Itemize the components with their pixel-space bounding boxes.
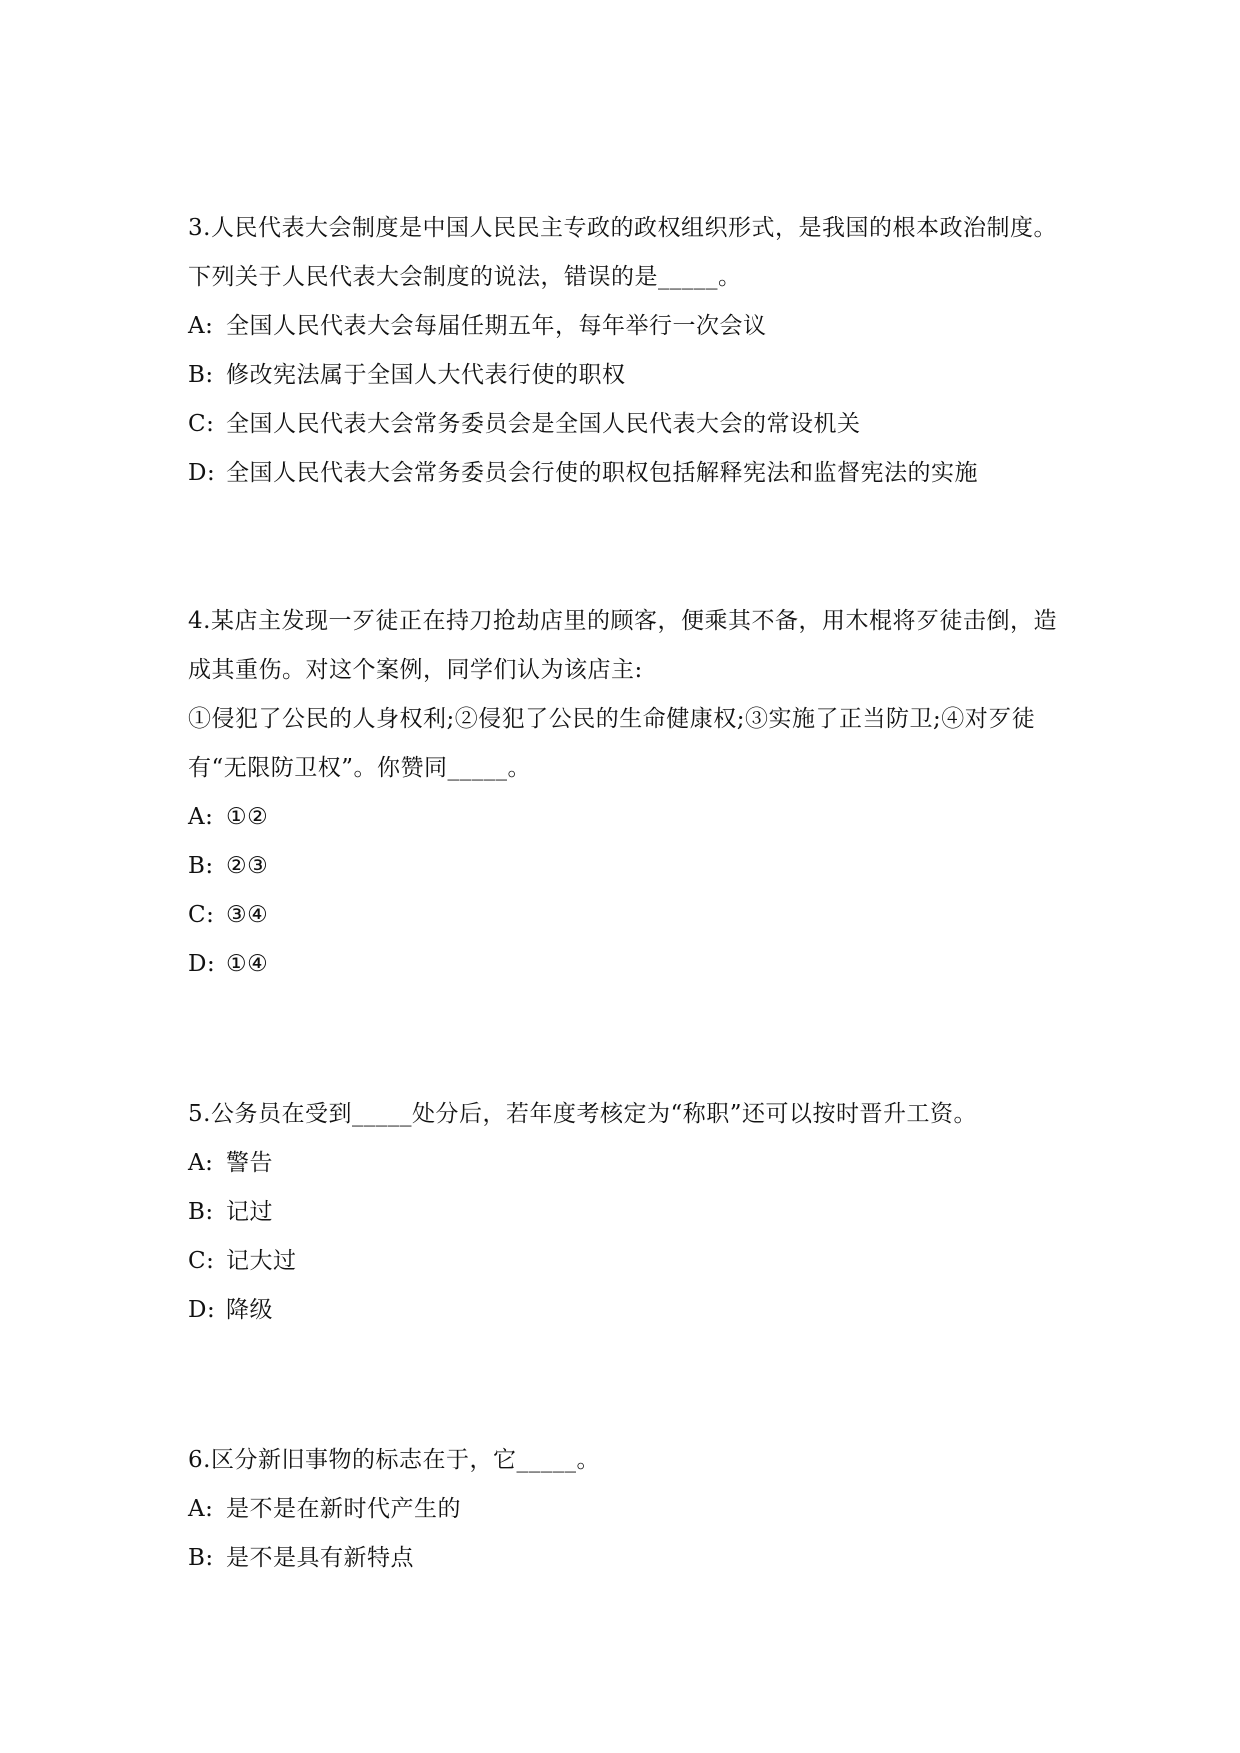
option-text: ③④ bbox=[226, 902, 269, 928]
option-key: C: bbox=[188, 411, 215, 437]
option-text: 全国人民代表大会每届任期五年，每年举行一次会议 bbox=[226, 313, 767, 339]
option-text: 全国人民代表大会常务委员会行使的职权包括解释宪法和监督宪法的实施 bbox=[226, 460, 978, 486]
option-c bbox=[188, 400, 1068, 449]
option-list bbox=[188, 793, 1068, 989]
option-a bbox=[188, 793, 1068, 842]
question-stem: 5.公务员在受到_____处分后，若年度考核定为“称职”还可以按时晋升工资。 bbox=[188, 1101, 977, 1127]
question-stem: 6.区分新旧事物的标志在于，它_____。 bbox=[188, 1447, 600, 1473]
option-b bbox=[188, 351, 1068, 400]
option-b bbox=[188, 1188, 1068, 1237]
option-key: B: bbox=[188, 362, 214, 388]
option-text: 全国人民代表大会常务委员会是全国人民代表大会的常设机关 bbox=[226, 411, 861, 437]
option-text: 降级 bbox=[226, 1297, 273, 1323]
option-key: A: bbox=[188, 804, 214, 830]
question-3 bbox=[188, 204, 1068, 498]
option-key: A: bbox=[188, 1496, 214, 1522]
question-stem: 3.人民代表大会制度是中国人民民主专政的政权组织形式，是我国的根本政治制度。下列关于人民代表大会制度的说法，错误的是_____。 bbox=[188, 215, 1057, 290]
option-d bbox=[188, 1286, 1068, 1335]
question-stem-continued: ①侵犯了公民的人身权利;②侵犯了公民的生命健康权;③实施了正当防卫;④对歹徒有“无限防卫权”。你赞同_____。 bbox=[188, 706, 1036, 781]
option-key: B: bbox=[188, 1545, 214, 1571]
option-text: ②③ bbox=[226, 853, 269, 879]
option-a bbox=[188, 1485, 1068, 1534]
option-key: D: bbox=[188, 951, 216, 977]
question-stem: 4.某店主发现一歹徒正在持刀抢劫店里的顾客，便乘其不备，用木棍将歹徒击倒，造成其重伤。对这个案例，同学们认为该店主: bbox=[188, 608, 1057, 683]
option-list bbox=[188, 302, 1068, 498]
option-key: B: bbox=[188, 1199, 214, 1225]
option-text: ①④ bbox=[226, 951, 269, 977]
option-text: ①② bbox=[226, 804, 269, 830]
question-6 bbox=[188, 1436, 1068, 1583]
option-c bbox=[188, 891, 1068, 940]
option-text: 修改宪法属于全国人大代表行使的职权 bbox=[226, 362, 626, 388]
option-list bbox=[188, 1485, 1068, 1583]
option-text: 警告 bbox=[226, 1150, 273, 1176]
option-b bbox=[188, 1534, 1068, 1583]
option-c bbox=[188, 1237, 1068, 1286]
option-d bbox=[188, 940, 1068, 989]
question-4 bbox=[188, 597, 1068, 989]
option-key: D: bbox=[188, 460, 216, 486]
option-text: 是不是具有新特点 bbox=[226, 1545, 414, 1571]
option-key: A: bbox=[188, 1150, 214, 1176]
option-key: A: bbox=[188, 313, 214, 339]
option-d bbox=[188, 449, 1068, 498]
option-text: 是不是在新时代产生的 bbox=[226, 1496, 461, 1522]
option-key: D: bbox=[188, 1297, 216, 1323]
option-key: C: bbox=[188, 1248, 215, 1274]
option-a bbox=[188, 1139, 1068, 1188]
option-key: B: bbox=[188, 853, 214, 879]
question-5 bbox=[188, 1090, 1068, 1335]
option-b bbox=[188, 842, 1068, 891]
option-text: 记大过 bbox=[226, 1248, 297, 1274]
option-a bbox=[188, 302, 1068, 351]
option-list bbox=[188, 1139, 1068, 1335]
option-key: C: bbox=[188, 902, 215, 928]
option-text: 记过 bbox=[226, 1199, 273, 1225]
